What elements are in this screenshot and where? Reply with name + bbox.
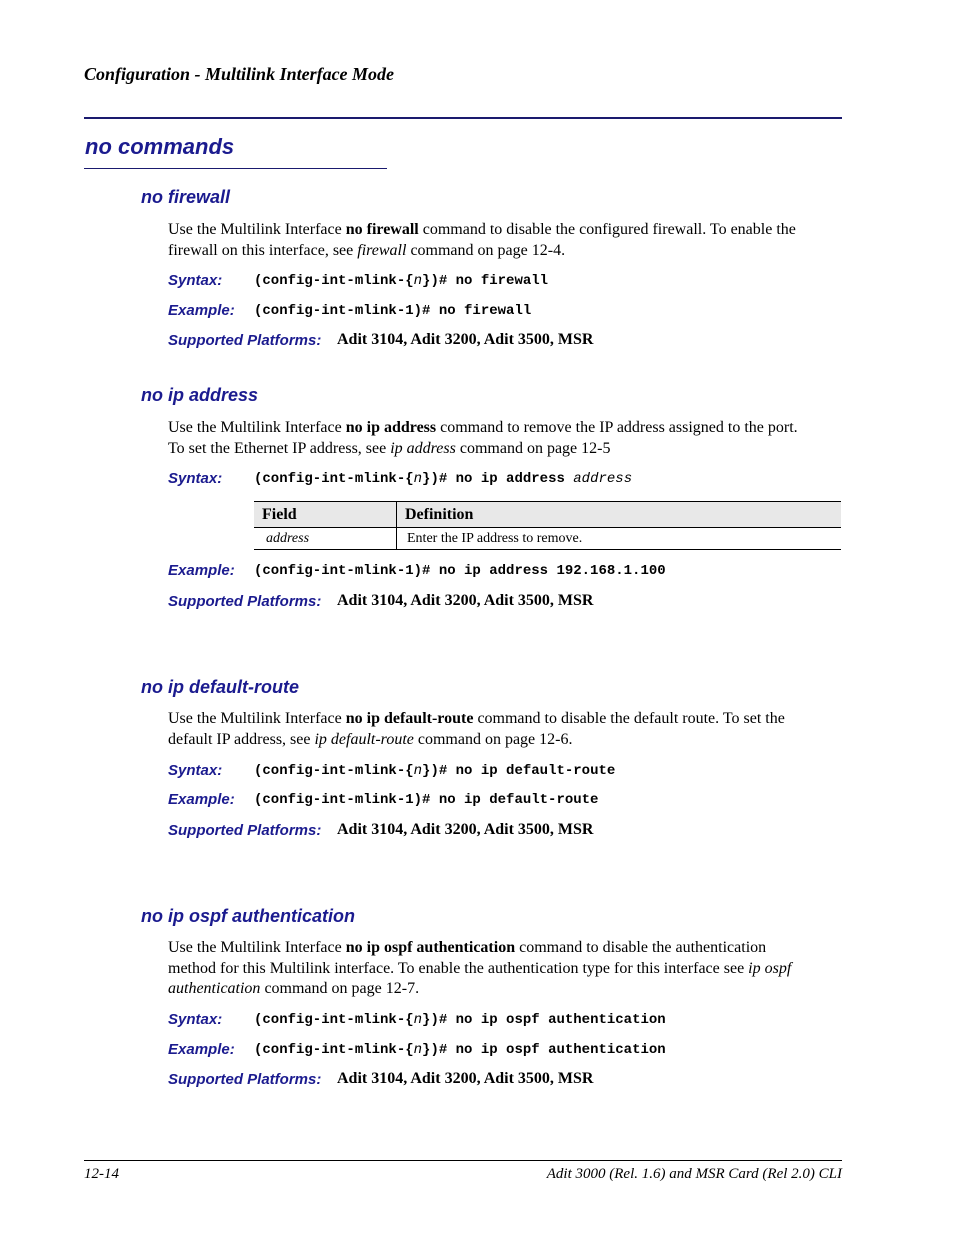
example-label: Example: bbox=[168, 302, 235, 319]
document-title: Adit 3000 (Rel. 1.6) and MSR Card (Rel 2.0) CLI bbox=[546, 1166, 842, 1182]
platforms-value-no-ip-address: Adit 3104, Adit 3200, Adit 3500, MSR bbox=[337, 592, 594, 609]
table-header-field: Field bbox=[254, 502, 397, 528]
syntax-code-no-ip-address: (config-int-mlink-{n})# no ip address address bbox=[254, 471, 633, 487]
description-no-ip-address: Use the Multilink Interface no ip address command to remove the IP address assigned to the port. To set the Ethernet IP address, see ip address command on page 12-5 bbox=[168, 419, 798, 457]
table-cell-definition: Enter the IP address to remove. bbox=[397, 528, 842, 550]
header-rule bbox=[84, 117, 842, 119]
field-definition-table bbox=[254, 501, 841, 550]
page-number: 12-14 bbox=[84, 1166, 119, 1182]
syntax-code-no-ip-default-route: (config-int-mlink-{n})# no ip default-route bbox=[254, 763, 616, 779]
description-no-firewall: Use the Multilink Interface no firewall command to disable the configured firewall. To enable the firewall on this interface, see firewall command on page 12-4. bbox=[168, 221, 796, 259]
subsection-title-no-ip-address: no ip address bbox=[141, 385, 259, 405]
description-no-ip-default-route: Use the Multilink Interface no ip default-route command to disable the default route. To set the default IP address, see ip default-route command on page 12-6. bbox=[168, 710, 785, 748]
syntax-label: Syntax: bbox=[168, 470, 223, 487]
syntax-label: Syntax: bbox=[168, 272, 223, 289]
platforms-label: Supported Platforms: bbox=[168, 332, 322, 349]
example-label: Example: bbox=[168, 1041, 235, 1058]
subsection-title-no-firewall: no firewall bbox=[141, 187, 231, 207]
example-code-no-ip-address: (config-int-mlink-1)# no ip address 192.168.1.100 bbox=[254, 563, 666, 579]
syntax-code-no-ip-ospf-authentication: (config-int-mlink-{n})# no ip ospf authentication bbox=[254, 1012, 666, 1028]
syntax-code-no-firewall: (config-int-mlink-{n})# no firewall bbox=[254, 273, 549, 289]
section-title: no commands bbox=[85, 134, 235, 159]
platforms-value-no-ip-ospf-authentication: Adit 3104, Adit 3200, Adit 3500, MSR bbox=[337, 1070, 594, 1087]
section-rule bbox=[84, 168, 387, 169]
platforms-label: Supported Platforms: bbox=[168, 1071, 322, 1088]
platforms-label: Supported Platforms: bbox=[168, 822, 322, 839]
table-header-definition: Definition bbox=[397, 502, 842, 528]
running-header: Configuration - Multilink Interface Mode bbox=[84, 64, 395, 84]
table-cell-field: address bbox=[254, 528, 397, 550]
table-row bbox=[254, 528, 841, 550]
table-header-row bbox=[254, 502, 841, 528]
example-label: Example: bbox=[168, 562, 235, 579]
platforms-label: Supported Platforms: bbox=[168, 593, 322, 610]
footer-rule bbox=[84, 1160, 842, 1161]
example-code-no-firewall: (config-int-mlink-1)# no firewall bbox=[254, 303, 532, 319]
subsection-title-no-ip-ospf-authentication: no ip ospf authentication bbox=[141, 906, 355, 926]
syntax-label: Syntax: bbox=[168, 762, 223, 779]
example-code-no-ip-default-route: (config-int-mlink-1)# no ip default-route bbox=[254, 792, 599, 808]
description-no-ip-ospf-authentication: Use the Multilink Interface no ip ospf authentication command to disable the authentication method for this Multilink interface. To enable the authentication type for this interface see ip ospf authentication command on page 12-7. bbox=[168, 939, 792, 997]
platforms-value-no-ip-default-route: Adit 3104, Adit 3200, Adit 3500, MSR bbox=[337, 821, 594, 838]
subsection-title-no-ip-default-route: no ip default-route bbox=[141, 677, 299, 697]
example-label: Example: bbox=[168, 791, 235, 808]
syntax-label: Syntax: bbox=[168, 1011, 223, 1028]
platforms-value-no-firewall: Adit 3104, Adit 3200, Adit 3500, MSR bbox=[337, 331, 594, 348]
example-code-no-ip-ospf-authentication: (config-int-mlink-{n})# no ip ospf authentication bbox=[254, 1042, 666, 1058]
